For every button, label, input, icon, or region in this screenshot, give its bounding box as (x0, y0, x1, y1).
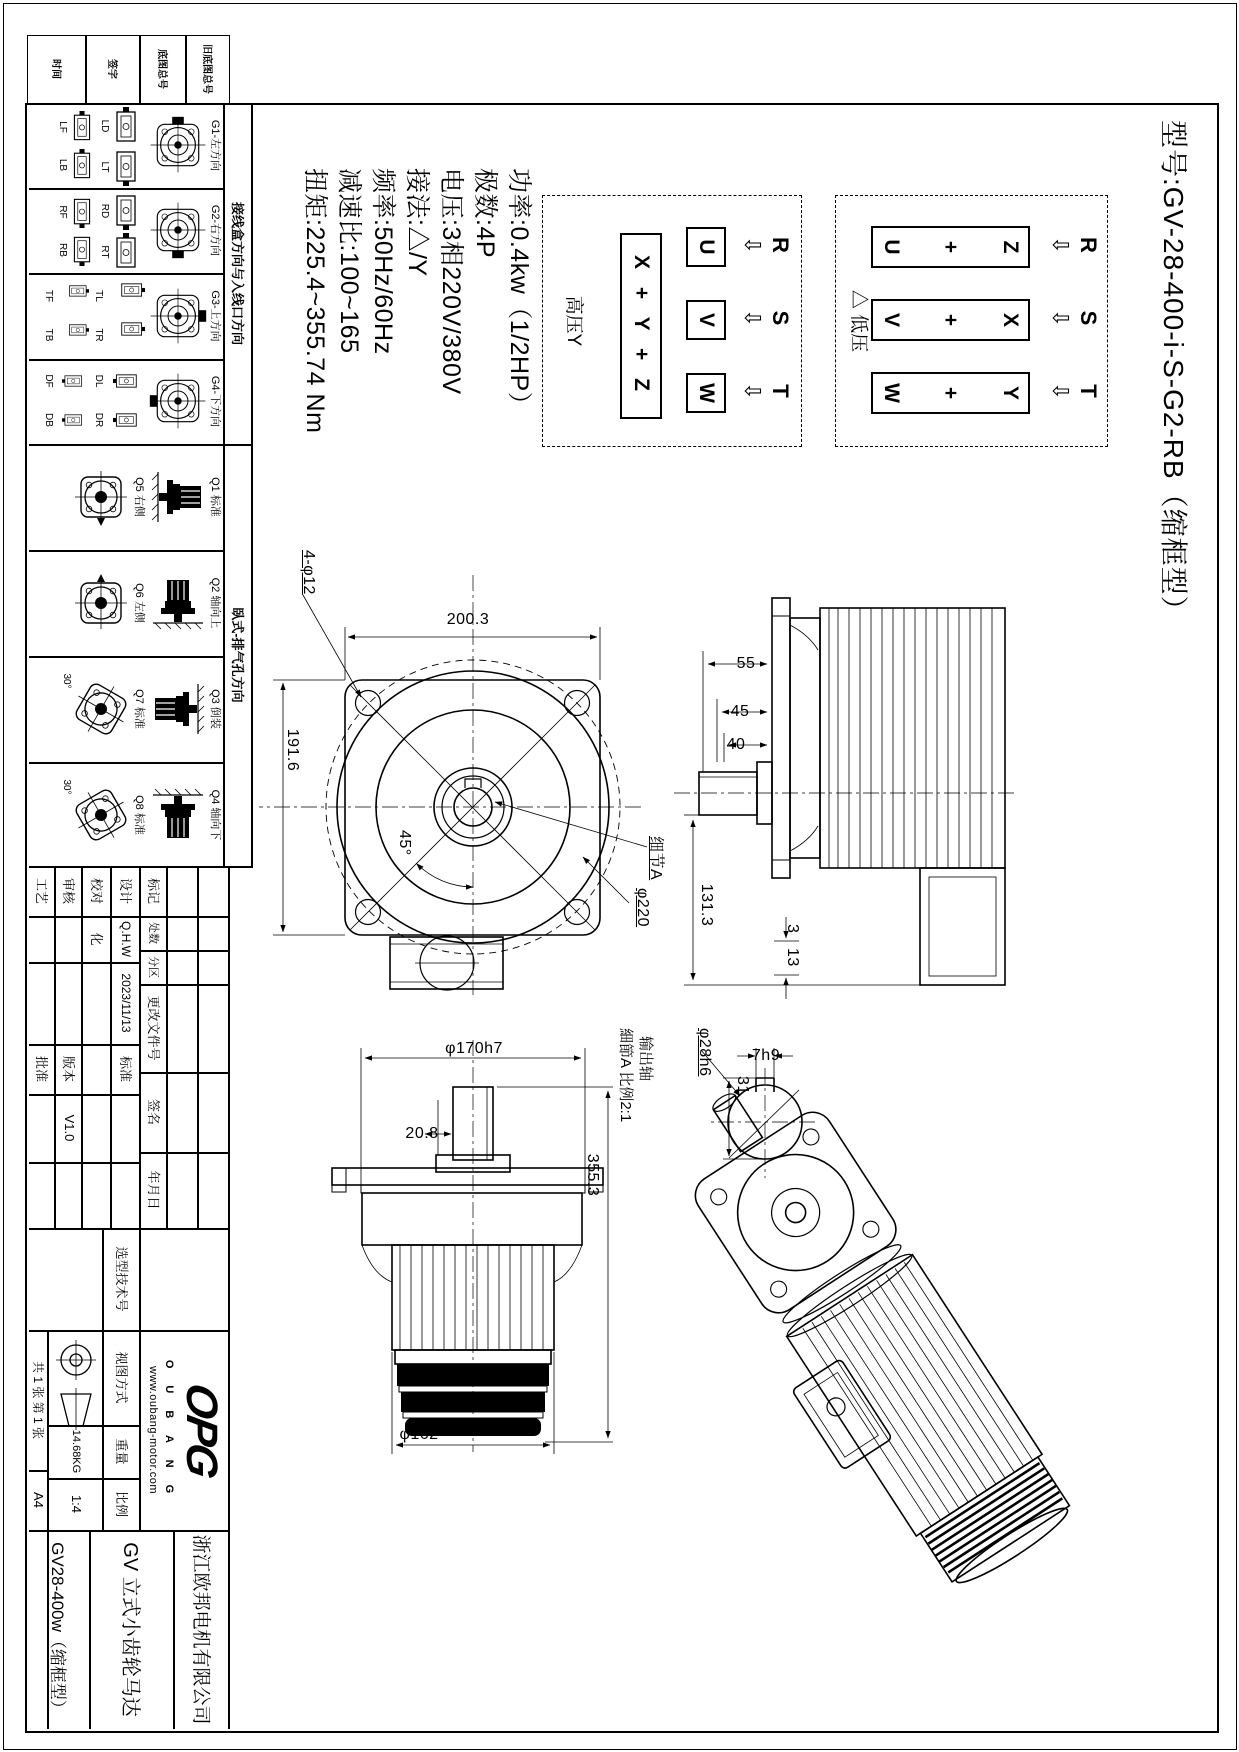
note-output-shaft: 输出轴 (637, 1036, 654, 1082)
legend-q3-label: Q3 倒装 (209, 689, 221, 729)
rev-header-sign: 签名 (146, 1098, 161, 1125)
sig-design-date: 2023/11/13 (119, 973, 134, 1033)
wiring-box-delta (835, 195, 1108, 447)
phase-label: S (768, 310, 793, 326)
projection-symbol-icon (53, 1338, 99, 1430)
terminal-strip (871, 372, 1030, 414)
sheet-count: 共 1 张 第 1 张 (31, 1360, 46, 1440)
dim-detail-shaft: φ28h6 (696, 1028, 713, 1077)
wiring-label-low: △ 低压 (848, 289, 869, 353)
rev-header-count: 处数 (147, 922, 160, 944)
legend-code: TL (93, 290, 105, 302)
down-arrow-icon: ⇩ (740, 308, 765, 328)
junction-box-icon (57, 324, 89, 346)
note-detail-ref: 细节A (647, 836, 664, 881)
legend-angle: 30° (61, 673, 72, 689)
legend-q4-label: Q4 轴向下 (209, 789, 221, 841)
legend-code: DB (43, 413, 55, 427)
phase-label: R (768, 237, 793, 253)
product-name: GV 立式小齿轮马达 (119, 1542, 142, 1717)
dim-front-holes: 4-φ12 (300, 550, 317, 595)
rev-header-date: 年月日 (146, 1170, 161, 1210)
spec-poles: 极数:4P (471, 168, 499, 259)
plus-sign: + (939, 313, 963, 327)
terminal-strip (871, 226, 1030, 268)
spec-voltage: 电压:3相220V/380V (437, 168, 465, 395)
dim-horiz-spigot: φ170h7 (445, 1040, 503, 1057)
junction-box-icon (57, 285, 89, 307)
legend-code: DF (43, 374, 55, 388)
dim-side-length: 131.3 (698, 883, 715, 927)
note-detail-scale: 細節A 比例2:1 (617, 1028, 634, 1123)
company-logo (141, 1330, 230, 1530)
phase-label: T (1076, 384, 1101, 398)
mount-face-icon (73, 681, 129, 737)
logo-website: www.oubang-motor.com (147, 1366, 160, 1494)
rev-header-docno: 更改文件号 (146, 995, 161, 1061)
sig-check-name: 化 (89, 932, 104, 946)
legend-header-horizontal: 臥式-排气孔方向 (230, 607, 246, 703)
dim-side-3: 3 (784, 924, 801, 934)
mount-side-icon (151, 576, 205, 630)
star-link-box: X + Y + Z (620, 233, 662, 419)
legend-code: RT (99, 245, 111, 259)
legend-code: LD (99, 119, 111, 133)
junction-box-icon (71, 196, 93, 228)
legend-code: LF (57, 121, 69, 133)
junction-box-icon (71, 234, 93, 266)
motor-face-icon (149, 201, 207, 259)
spec-ratio: 减速比:100~165 (335, 168, 363, 354)
junction-box-icon (113, 107, 139, 145)
logo-oubang-text: O U B A N G (163, 1359, 176, 1501)
sig-design-label: 设计 (118, 877, 133, 904)
view-isometric (644, 1060, 1144, 1740)
terminal: W (880, 383, 903, 403)
legend-g4-label: G4-下方向 (209, 375, 221, 428)
junction-box-icon (57, 409, 89, 431)
dim-horiz-body: φ162 (399, 1426, 439, 1443)
paper-size: A4 (31, 1492, 47, 1508)
junction-box-icon (113, 233, 139, 271)
terminal-strip (871, 299, 1030, 341)
spec-frequency: 频率:50Hz/60Hz (369, 168, 397, 355)
junction-box-icon (107, 283, 145, 309)
terminal: Z (999, 240, 1022, 254)
down-arrow-icon: ⇩ (740, 381, 765, 401)
sig-process-label: 工艺 (34, 877, 49, 904)
sig-design-name: Q.H.W (119, 921, 134, 957)
spec-torque: 扭矩:225.4~355.74 Nm (301, 168, 329, 434)
down-arrow-icon: ⇩ (1048, 308, 1073, 328)
margin-drawing-no: 底图总号 (156, 49, 168, 89)
terminal-box: V (686, 300, 726, 340)
junction-box-icon (107, 407, 145, 433)
motor-face-icon (149, 287, 207, 345)
view-side-elevation (614, 555, 1014, 1015)
terminal-box: W (686, 373, 726, 413)
motor-face-icon (149, 372, 207, 430)
terminal: V (880, 312, 903, 327)
down-arrow-icon: ⇩ (740, 235, 765, 255)
legend-q8-label: Q8 标准 (133, 795, 145, 835)
terminal: U (880, 239, 903, 255)
version-value: V1.0 (62, 1114, 77, 1142)
weight-value: 14.68KG (70, 1429, 83, 1474)
legend-code: TF (43, 289, 55, 303)
legend-q1-label: Q1 标准 (209, 477, 221, 517)
legend-g3-label: G3-上方向 (209, 290, 221, 342)
wiring-label-high: 高压Y (563, 295, 584, 347)
dim-front-height: 191.6 (284, 728, 301, 772)
junction-box-icon (107, 368, 145, 394)
phase-label: T (768, 384, 793, 398)
terminal: X (999, 312, 1022, 327)
dim-front-angle: 45° (396, 830, 413, 856)
legend-g1-label: G1-左方向 (209, 119, 221, 172)
plus-sign: + (939, 240, 963, 254)
scale-value: 1:4 (69, 1494, 84, 1514)
legend-code: RD (99, 203, 111, 219)
legend-code: TB (43, 328, 55, 342)
legend-g2-label: G2-右方向 (209, 204, 221, 257)
mount-face-icon (73, 469, 129, 525)
legend-q5-label: Q5 右侧 (133, 477, 145, 517)
page-title: 型号:GV-28-400-i-S-G2-RB（缩框型） (1158, 120, 1189, 625)
legend-code: DL (93, 374, 105, 388)
dim-detail-across: 31 (734, 1076, 751, 1095)
down-arrow-icon: ⇩ (1048, 235, 1073, 255)
wiring-box-star (542, 195, 802, 447)
dim-side-13: 13 (784, 948, 801, 967)
mount-face-icon (73, 787, 129, 843)
sig-audit-label: 审核 (61, 877, 76, 904)
phase-label: S (1076, 310, 1101, 326)
terminal: Y (999, 385, 1022, 400)
motor-face-icon (149, 116, 207, 174)
legend-angle: 30° (61, 779, 72, 795)
dim-front-width: 200.3 (446, 611, 490, 628)
junction-box-icon (71, 111, 93, 143)
legend-q7-label: Q7 标准 (133, 689, 145, 729)
legend-code: TR (93, 328, 105, 342)
mount-face-icon (73, 575, 129, 631)
mount-side-icon (151, 788, 205, 842)
mount-side-icon (151, 682, 205, 736)
legend-code: LT (99, 161, 111, 173)
company-name: 浙江欧邦电机有限公司 (190, 1534, 211, 1725)
legend-code: DR (93, 412, 105, 428)
sig-check-label: 校对 (89, 877, 104, 904)
view-horizontal (301, 1030, 621, 1460)
legend-q2-label: Q2 轴向上 (209, 577, 221, 629)
terminal-box: U (686, 227, 726, 267)
margin-signature: 签字 (106, 59, 118, 79)
dim-horiz-shaft: 20.8 (405, 1125, 439, 1142)
rev-header-zone: 分区 (147, 956, 160, 978)
sig-standard-label: 标准 (118, 1055, 133, 1082)
junction-box-icon (113, 148, 139, 186)
phase-label: R (1076, 237, 1101, 253)
approve-label: 批准 (34, 1055, 49, 1082)
dim-side-55: 55 (736, 655, 756, 672)
mount-side-icon (151, 470, 205, 524)
version-label: 版本 (61, 1055, 76, 1082)
spec-connection: 接法:△/Y (403, 168, 431, 277)
dim-side-45: 45 (730, 703, 750, 720)
logo-opg-text: OPG (177, 1379, 227, 1481)
junction-box-icon (57, 370, 89, 392)
rev-header-mark: 标记 (146, 877, 161, 904)
view-mode-label: 视图方式 (114, 1351, 129, 1404)
dim-detail-key: 7h9 (751, 1047, 781, 1064)
legend-code: LB (57, 158, 69, 172)
spec-power: 功率:0.4kw（1/2HP） (505, 168, 533, 418)
weight-label: 重量 (114, 1438, 129, 1465)
down-arrow-icon: ⇩ (1048, 381, 1073, 401)
plus-sign: + (939, 386, 963, 400)
legend-code: RF (57, 205, 69, 219)
scale-label: 比例 (114, 1490, 129, 1517)
model-name: GV28-400w（缩框型） (48, 1542, 68, 1717)
dim-horiz-total: 355.3 (584, 1153, 601, 1197)
legend-code: RB (57, 243, 69, 257)
margin-old-drawing-no: 旧底图总号 (201, 44, 212, 94)
legend-q6-label: Q6 左侧 (133, 583, 145, 623)
dim-front-boltcircle: φ220 (634, 888, 651, 928)
margin-date: 时间 (50, 59, 62, 79)
legend-header-junction: 接线盒方向与入线口方向 (230, 201, 246, 345)
dim-side-40: 40 (726, 736, 746, 753)
junction-box-icon (71, 149, 93, 181)
junction-box-icon (107, 322, 145, 348)
junction-box-icon (113, 192, 139, 230)
selection-no-label: 选型技术号 (114, 1246, 129, 1312)
